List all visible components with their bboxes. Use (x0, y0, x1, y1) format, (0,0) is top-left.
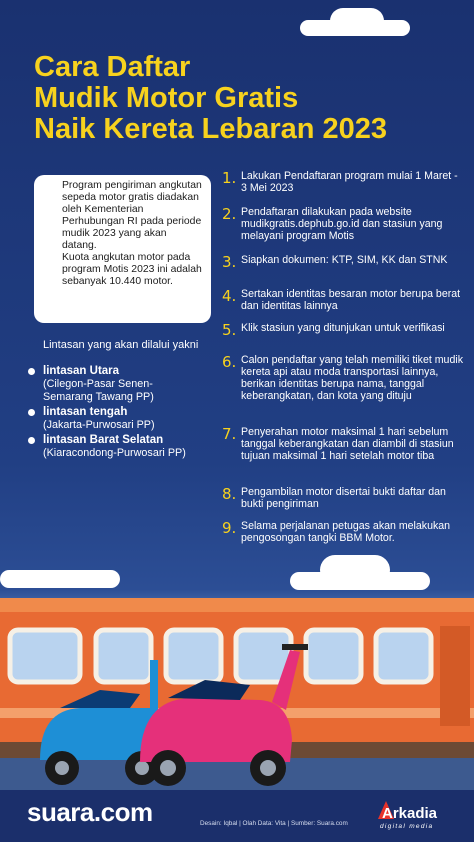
step-text: Pengambilan motor disertai bukti daftar dan bukti pengiriman (241, 486, 446, 510)
train-window (376, 630, 431, 682)
routes-heading: Lintasan yang akan dilalui yakni (43, 339, 199, 351)
routes-section (32, 338, 222, 462)
train-window (166, 630, 221, 682)
title-line: Mudik Motor Gratis (34, 82, 299, 114)
bullet-icon (28, 409, 35, 416)
step-text: Siapkan dokumen: KTP, SIM, KK dan STNK (241, 254, 448, 266)
train-window (96, 630, 151, 682)
arkadia-subtitle: digital media (380, 823, 434, 830)
step-text: Pendaftaran dilakukan pada website mudikgratis.dephub.go.id dan stasiun yang melayani program Motis (241, 206, 443, 242)
route-name: lintasan tengah (43, 406, 128, 418)
route-desc: Semarang Tawang PP) (43, 391, 154, 403)
page-title (34, 52, 454, 145)
step-number: 7. (222, 425, 237, 443)
cloud-bottom-left (0, 570, 120, 588)
step-text: Sertakan identitas besaran motor berupa berat dan identitas lainnya (241, 288, 461, 312)
route-item (32, 365, 222, 404)
step-text: Klik stasiun yang ditunjukan untuk verifikasi (241, 322, 445, 334)
step-number: 2. (222, 205, 237, 223)
train-door (440, 626, 470, 726)
step-number: 9. (222, 519, 237, 537)
step-text: Calon pendaftar yang telah memiliki tiket mudik kereta api atau moda transportasi lainnya, berikan identitas berupa nama, tanggal keberangkatan, dan kota yang dituju (241, 354, 463, 402)
train-window (306, 630, 361, 682)
cloud-bottom-right (320, 555, 390, 585)
step-number: 3. (222, 253, 237, 271)
bullet-icon (28, 368, 35, 375)
title-line: Naik Kereta Lebaran 2023 (34, 113, 388, 145)
route-item (32, 406, 222, 432)
bullet-icon (28, 437, 35, 444)
route-desc: (Kiaracondong-Purwosari PP) (43, 447, 186, 459)
intro-paragraph: Program pengiriman angkutan sepeda motor gratis diadakan oleh Kementerian Perhubungan RI pada periode mudik 2023 yang akan datang. (62, 180, 202, 251)
title-line: Cara Daftar (34, 51, 191, 83)
step-text: Lakukan Pendaftaran program mulai 1 Maret - 3 Mei 2023 (241, 170, 458, 194)
step-number: 1. (222, 169, 237, 187)
credit-text: Desain: Iqbal | Olah Data: Vita | Sumber: Suara.com (200, 820, 348, 827)
suara-logo: suara.com (27, 797, 153, 827)
step-text: Penyerahan motor maksimal 1 hari sebelum tanggal keberangkatan dan diambil di stasiun tujuan maksimal 1 hari setelah motor tiba (241, 426, 454, 462)
intro-card (34, 175, 211, 323)
intro-paragraph: Kuota angkutan motor pada program Motis 2023 ini adalah sebanyak 10.440 motor. (62, 252, 202, 287)
step-number: 5. (222, 321, 237, 339)
step-number: 4. (222, 287, 237, 305)
train-illustration (0, 590, 474, 790)
step-number: 8. (222, 485, 237, 503)
train-window (10, 630, 80, 682)
route-name: lintasan Barat Selatan (43, 434, 164, 446)
step-text: Selama perjalanan petugas akan melakukan pengosongan tangki BBM Motor. (241, 520, 451, 544)
step-number: 6. (222, 353, 237, 371)
route-desc: (Jakarta-Purwosari PP) (43, 419, 155, 431)
cloud-top (330, 8, 384, 34)
route-item (32, 434, 222, 460)
arkadia-logo: Arkadia (382, 805, 438, 822)
route-desc: (Cilegon-Pasar Senen- (43, 378, 153, 390)
route-name: lintasan Utara (43, 365, 120, 377)
train-roof (0, 598, 474, 612)
